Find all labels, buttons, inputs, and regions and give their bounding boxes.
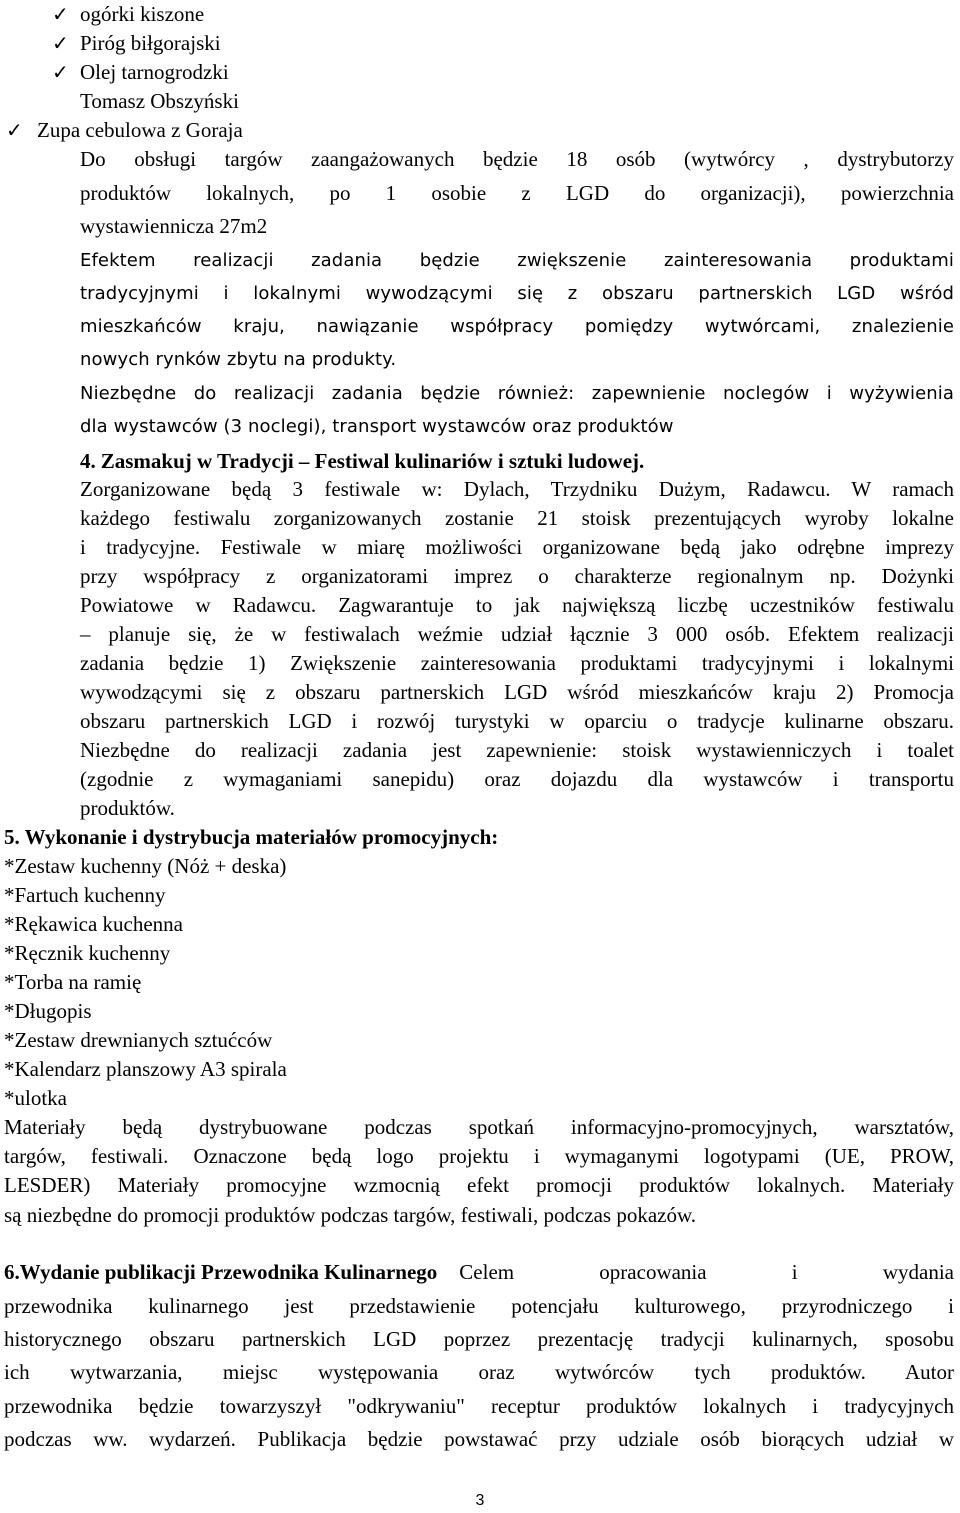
paragraph-line: zadania będzie 1) Zwiększenie zainteresowania produktami tradycyjnymi i lokalnymi [80, 651, 954, 675]
section-number: 4. [80, 449, 96, 473]
paragraph-line: Niezbędne do realizacji zadania będzie również: zapewnienie noclegów i wyżywienia [80, 383, 954, 404]
list-item: *Ręcznik kuchenny [4, 941, 171, 965]
list-item: *Zestaw kuchenny (Nóż + deska) [4, 854, 287, 878]
checkmark-icon: ✓ [6, 118, 23, 142]
paragraph-line: przy współpracy z organizatorami imprez o charakterze regionalnym np. Dożynki [80, 564, 954, 588]
paragraph-line: Do obsługi targów zaangażowanych będzie 18 osób (wytwórcy , dystrybutorzy [80, 147, 954, 171]
page-number: 3 [475, 1492, 485, 1509]
list-item: Piróg biłgorajski [80, 31, 221, 55]
paragraph-line: ich wytwarzania, miejsc występowania oraz wytwórców tych produktów. Autor [4, 1360, 954, 1384]
paragraph-line: mieszkańców kraju, nawiązanie współpracy pomiędzy wytwórcami, znalezienie [80, 316, 954, 337]
checkmark-icon: ✓ [52, 2, 69, 26]
list-item: *ulotka [4, 1086, 67, 1110]
paragraph-line: przewodnika kulinarnego jest przedstawienie potencjału kulturowego, przyrodniczego i [4, 1294, 954, 1318]
paragraph-line: dla wystawców (3 noclegi), transport wystawców oraz produktów [80, 416, 674, 437]
paragraph-line: każdego festiwalu zorganizowanych zostanie 21 stoisk prezentujących wyroby lokalne [80, 506, 954, 530]
section-heading: 6.Wydanie publikacji Przewodnika Kulinarnego [4, 1260, 438, 1284]
list-item: *Torba na ramię [4, 970, 142, 994]
paragraph-line [80, 476, 954, 502]
checkmark-icon: ✓ [52, 60, 69, 84]
paragraph-line: podczas ww. wydarzeń. Publikacja będzie powstawać przy udziale osób biorących udział w [4, 1427, 954, 1451]
paragraph-line: (zgodnie z wymaganiami sanepidu) oraz dojazdu dla wystawców i transportu [80, 767, 954, 791]
paragraph-text: Celem opracowania i wydania [459, 1260, 954, 1284]
paragraph-line: wystawiennicza 27m2 [80, 214, 268, 238]
list-item: *Rękawica kuchenna [4, 912, 184, 936]
list-item: Olej tarnogrodzki [80, 60, 229, 84]
paragraph-line: obszaru partnerskich LGD i rozwój turystyki w oparciu o tradycje kulinarne obszaru. [80, 709, 954, 733]
section6-first-line [4, 1259, 954, 1285]
list-item: *Zestaw drewnianych sztućców [4, 1028, 273, 1052]
checkmark-icon: ✓ [52, 31, 69, 55]
paragraph-line: Niezbędne do realizacji zadania jest zapewnienie: stoisk wystawienniczych i toalet [80, 738, 954, 762]
list-item: *Fartuch kuchenny [4, 883, 166, 907]
paragraph-line: Efektem realizacji zadania będzie zwiększenie zainteresowania produktami [80, 250, 954, 271]
paragraph-line: targów, festiwali. Oznaczone będą logo projektu i wymaganymi logotypami (UE, PROW, [4, 1144, 954, 1168]
list-item: Zupa cebulowa z Goraja [37, 118, 243, 142]
paragraph-line: są niezbędne do promocji produktów podczas targów, festiwali, podczas pokazów. [4, 1203, 697, 1227]
paragraph-line: Materiały będą dystrybuowane podczas spotkań informacyjno-promocyjnych, warsztatów, [4, 1115, 954, 1139]
section-heading: Zasmakuj w Tradycji – Festiwal kulinariów i sztuki ludowej. [100, 449, 645, 473]
section-heading: 5. Wykonanie i dystrybucja materiałów promocyjnych: [4, 825, 499, 849]
paragraph-text: Zorganizowane będą 3 festiwale w: Dylach, Trzydniku Dużym, Radawcu. W ramach [80, 477, 954, 501]
paragraph-line: i tradycyjne. Festiwale w miarę możliwości organizowane będą jako odrębne imprezy [80, 535, 954, 559]
paragraph-line: produktów lokalnych, po 1 osobie z LGD do organizacji), powierzchnia [80, 181, 954, 205]
paragraph-line: Powiatowe w Radawcu. Zagwarantuje to jak największą liczbę uczestników festiwalu [80, 593, 954, 617]
list-item: ogórki kiszone [80, 2, 205, 26]
paragraph-line: produktów. [80, 796, 175, 820]
paragraph-line: wywodzącymi się z obszaru partnerskich LGD wśród mieszkańców kraju 2) Promocja [80, 680, 954, 704]
paragraph-line: LESDER) Materiały promocyjne wzmocnią efekt promocji produktów lokalnych. Materiały [4, 1173, 954, 1197]
paragraph-line: przewodnika będzie towarzyszył "odkrywaniu" receptur produktów lokalnych i tradycyjnych [4, 1394, 954, 1418]
paragraph-line: – planuje się, że w festiwalach weźmie udział łącznie 3 000 osób. Efektem realizacji [80, 622, 954, 646]
paragraph-line: historycznego obszaru partnerskich LGD poprzez prezentację tradycji kulinarnych, sposobu [4, 1327, 954, 1351]
list-item: *Długopis [4, 999, 92, 1023]
list-item: *Kalendarz planszowy A3 spirala [4, 1057, 287, 1081]
paragraph-line: tradycyjnymi i lokalnymi wywodzącymi się z obszaru partnerskich LGD wśród [80, 283, 954, 304]
paragraph-line: nowych rynków zbytu na produkty. [80, 349, 397, 370]
list-item: Tomasz Obszyński [80, 89, 239, 113]
section4-heading-line [80, 448, 644, 474]
